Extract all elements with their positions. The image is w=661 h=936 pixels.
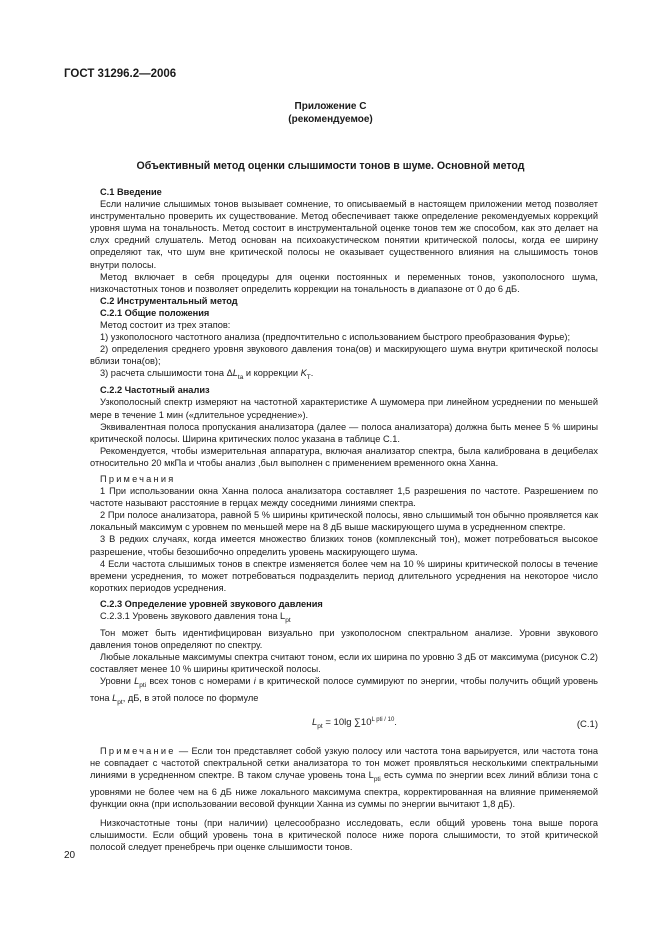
section-heading: С.2 Инструментальный метод bbox=[100, 295, 238, 306]
paragraph: С.2.3.1 Уровень звукового давления тона $L_{pt}$ bbox=[100, 611, 291, 624]
subsection-heading: С.2.2 Частотный анализ bbox=[100, 385, 210, 396]
paragraph: Любые локальные максимумы спектра считают тоном, если их ширина по уровню 3 дБ от максимума (рисунок С.2) составляет менее 10 % ширины критической полосы. bbox=[90, 652, 598, 675]
appendix-title: Приложение С bbox=[294, 101, 367, 112]
list-item: 1) узкополосного частотного анализа (предпочтительно с использованием быстрого преобразования Фурье); bbox=[100, 332, 571, 343]
section-heading: С.1 Введение bbox=[100, 187, 162, 197]
list-item: 3) расчета слышимости тона $\Delta L_{ta}$ и коррекции $K_T$. bbox=[100, 368, 314, 382]
paragraph: Эквивалентная полоса пропускания анализатора (далее — полоса анализатора) должна быть менее 5 % ширины критической полосы. Ширина критических полос указана в таблице С.1. bbox=[90, 421, 598, 444]
subsection-heading: С.2.1 Общие положения bbox=[100, 307, 210, 318]
main-title: Объективный метод оценки слышимости тонов в шуме. Основной метод bbox=[136, 160, 525, 172]
subsection-heading: С.2.3 Определение уровней звукового давления bbox=[100, 598, 323, 609]
appendix-status: (рекомендуемое) bbox=[288, 114, 373, 125]
note: 2 При полосе анализатора, равной 5 % ширины критической полосы, явно слышимый тон обычно проявляется как локальный максимум с уровнем по меньшей мере на 8 дБ выше маскирующего шума в усредненном спектре. bbox=[90, 510, 598, 533]
paragraph: Если наличие слышимых тонов вызывает сомнение, то описываемый в настоящем приложении метод позволяет инструментально проверить их существование. Метод обеспечивает также определение рекомендуемых коррекций уровня шума на тональность. Метод состоит в инструментальной оценке тонов тем же способом, как это делает на слух средний слушатель. Метод основан на психоакустическом понятии критической полосы, когда ее ширину определяют так, что шум вне критической полосы не оказывает существенного влияния на слышимость тонов внутри полосы. bbox=[90, 199, 598, 270]
standard-header: ГОСТ 31296.2—2006 bbox=[64, 68, 177, 80]
formula: $L_{pt} = 10\lg$ $\sum 10^{L pti / 10}$. bbox=[312, 717, 397, 731]
page-number: 20 bbox=[64, 850, 76, 861]
formula-number: (С.1) bbox=[576, 719, 598, 731]
note: Примечание — Если тон представляет собой узкую полосу или частота тона варьируется, или частота тона не совпадает с частотой спектральной сетки анализатора то тон может проявляться несколькими спектральными линиями в усредненном спектре. В таком случае уровень тона $L_{pti}$ есть сумма по энергии всех линий вблизи тона с уровнями не более чем на 6 дБ ниже локального максимума спектра, корректированная на влияние применяемой функции окна (при использовании весовой функции Ханна из суммы по энергии вычитают 1,8 дБ). bbox=[90, 746, 598, 810]
formula-c1 bbox=[90, 711, 598, 741]
paragraph: Рекомендуется, чтобы измерительная аппаратура, включая анализатор спектра, была калибрована в децибелах относительно 20 мкПа и чтобы анализ ,был выполнен с применением временного окна Ханна. bbox=[90, 445, 598, 468]
paragraph: Узкополосный спектр измеряют на частотной характеристике A шумомера при линейном усреднении по меньшей мере в течение 1 мин («длительное усреднение»). bbox=[90, 397, 598, 420]
paragraph: Тон может быть идентифицирован визуально при узкополосном спектральном анализе. Уровни звукового давления тонов определяют по спектру. bbox=[90, 627, 598, 651]
note: 3 В редких случаях, когда имеется множество близких тонов (комплексный тон), может потребоваться высокое разрешение, чтобы безошибочно определить уровень маскирующего шума. bbox=[90, 534, 598, 557]
note: 4 Если частота слышимых тонов в спектре изменяется более чем на 10 % ширины критической полосы в течение времени усреднения, то может потребоваться подразделить период длительного усреднения на некоторое число коротких периодов усреднения. bbox=[90, 558, 598, 593]
document-body bbox=[90, 186, 598, 853]
paragraph: Уровни $L_{pti}$ всех тонов с номерами i в критической полосе суммируют по энергии, чтобы получить общий уровень тона $L_{pt}$, дБ, в этой полосе по формуле bbox=[90, 676, 598, 707]
paragraph: Низкочастотные тоны (при наличии) целесообразно исследовать, если общий уровень тона выше порога слышимости. Если общий уровень тона в критической полосе ниже порога слышимости, то этой критической полосой следует пренебречь при оценке слышимости тонов. bbox=[90, 817, 598, 852]
paragraph: Метод включает в себя процедуры для оценки постоянных и переменных тонов, узкополосного шума, низкочастотных тонов и позволяет определить коррекции на тональность в диапазоне от 0 до 6 дБ. bbox=[90, 271, 598, 294]
paragraph: Метод состоит из трех этапов: bbox=[100, 320, 231, 331]
notes-heading: Примечания bbox=[100, 474, 176, 484]
note: 1 При использовании окна Ханна полоса анализатора составляет 1,5 разрешения по частоте. Разрешением по частоте называют расстояние в герцах между соседними линиями спектра. bbox=[90, 486, 598, 509]
list-item: 2) определения среднего уровня звукового давления тона(ов) и маскирующего шума внутри критической полосы вблизи тона(ов); bbox=[90, 344, 598, 367]
